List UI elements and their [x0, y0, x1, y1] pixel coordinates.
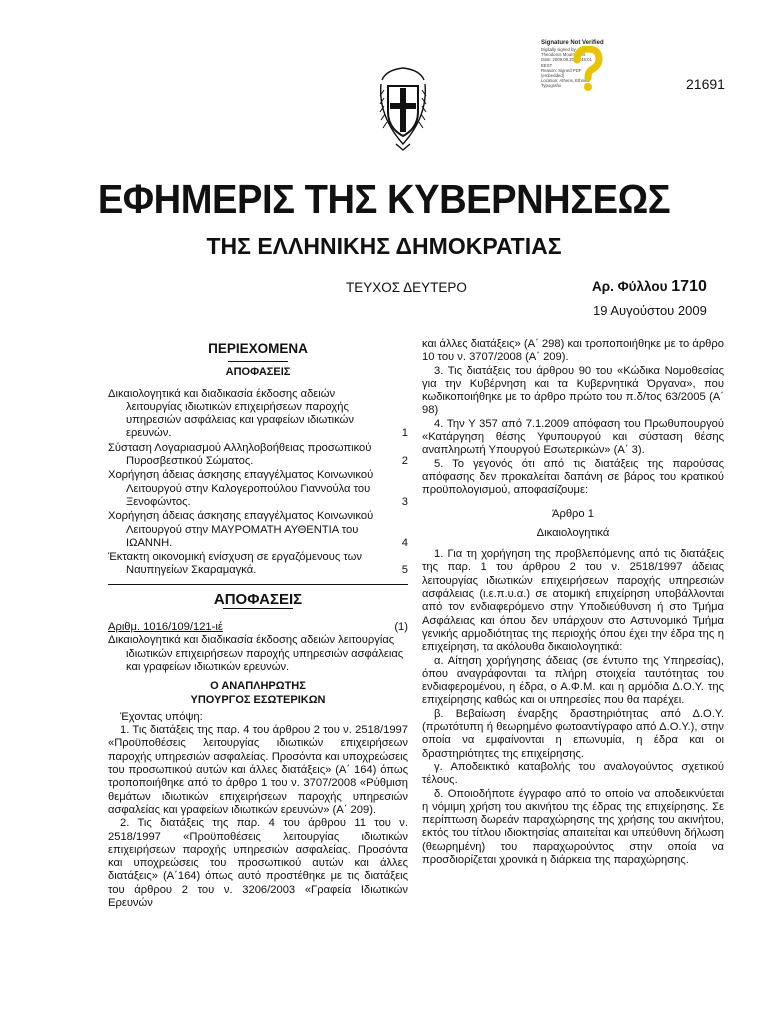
decision-ref: (1): [394, 621, 408, 634]
contents-section: ΑΠΟΦΑΣΕΙΣ: [225, 366, 291, 379]
considering-label: Έχοντας υπόψη:: [120, 710, 203, 723]
paragraph: δ. Οποιοδήποτε έγγραφο από το οποίο να αποδεικνύεται η νόμιμη χρήση του ακινήτου της έδρας της επιχείρησης. Σε περίπτωση δωρεάν παραχώρησης της χρήσης του ακινήτου, εκτός του τίτλου ιδιοκτησίας απαιτείται και υπεύθυνη δήλωση (θεωρημένη) του παραχωρούντος στην οποία να προσδιορίζεται χρονικά η διάρκεια της παραχώρησης.: [422, 787, 724, 866]
paragraph: 2. Τις διατάξεις της παρ. 4 του άρθρου 11 του ν. 2518/1997 «Προϋποθέσεις λειτουργίας ιδιωτικών επιχειρήσεων παροχής υπηρεσιών ασφαλείας. Προσόντα και υποχρεώσεις του προσωπικού αυτών και άλλες διατάξεις» (Α΄164) όπως αυτό προστέθηκε με τις διατάξεις του άρθρου 2 του ν. 3206/2003 «Γραφεία Ιδιωτικών Ερευνών: [108, 817, 408, 909]
divider: [108, 584, 408, 585]
paragraph: 4. Την Υ 357 από 7.1.2009 απόφαση του Πρωθυπουργού «Κατάργηση θέσης Υφυπουργού και σύσταση θέσης αναπληρωτή Υπουργού Εσωτερικών» (Α΄ 3).: [422, 417, 724, 457]
issue-label: ΤΕΥΧΟΣ ΔΕΥΤΕΡΟ: [346, 280, 467, 295]
paragraph: 5. Το γεγονός ότι από τις διατάξεις της παρούσας απόφασης δεν προκαλείται δαπάνη σε βάρος του κρατικού προϋπολογισμού, αποφασίζουμε:: [422, 457, 724, 497]
toc-item[interactable]: Δικαιολογητικά και διαδικασία έκδοσης αδειών λειτουργίας ιδιωτικών επιχειρήσεων παροχής υπηρεσιών ασφάλειας και γραφείων ιδιωτικών ερευνών. 1: [108, 387, 408, 440]
toc-item[interactable]: Σύσταση Λογαριασμού Αλληλοβοήθειας προσωπικού Πυροσβεστικού Σώματος. 2: [108, 441, 408, 468]
article-title: Δικαιολογητικά: [536, 526, 610, 539]
signature-status: Signature Not Verified: [541, 40, 604, 46]
heading-underline: [228, 361, 288, 362]
decision-number-row: [108, 621, 408, 634]
heading-underline: [223, 608, 293, 609]
paragraph: 3. Τις διατάξεις του άρθρου 90 του «Κώδικα Νομοθεσίας για την Κυβέρνηση και τα Κυβερνητικά Όργανα», που κωδικοποιήθηκε με το άρθρο πρώτο του π.δ/τος 63/2005 (Α΄ 98): [422, 364, 724, 417]
authority-line-2: ΥΠΟΥΡΓΟΣ ΕΣΩΤΕΡΙΚΩΝ: [190, 693, 326, 706]
decisions-heading: ΑΠΟΦΑΣΕΙΣ: [213, 590, 303, 608]
signature-details: Digitally signed by Theodoros Mourmouris Date: 2009.08.20 09:45:01 EEST Reason: Signed PDF (embedded) Location: Athens, Ethniko Typografio: [541, 47, 592, 89]
authority-line-1: Ο ΑΝΑΠΛΗΡΩΤΗΣ: [210, 680, 306, 693]
paragraph: 1. Τις διατάξεις της παρ. 4 του άρθρου 2 του ν. 2518/1997 «Προϋποθέσεις λειτουργίας ιδιωτικών επιχειρήσεων παροχής υπηρεσιών ασφαλείας. Προσόντα και υποχρεώσεις του προσωπικού αυτών και άλλες διατάξεις» (Α΄ 164) όπως τροποποιήθηκε από το άρθρο 1 του ν. 3707/2008 «Ρύθμιση θεμάτων ιδιωτικών επιχειρήσεων παροχής υπηρεσιών ασφαλείας και γραφείων ιδιωτικών ερευνών» (Α΄ 209).: [108, 724, 408, 816]
toc-item[interactable]: Χορήγηση άδειας άσκησης επαγγέλματος Κοινωνικού Λειτουργού στην Καλογεροπούλου Γιαννούλα του Ξενοφώντος. 3: [108, 469, 408, 508]
masthead-title: ΕΦΗΜΕΡΙΣ ΤΗΣ ΚΥΒΕΡΝΗΣΕΩΣ: [97, 176, 671, 222]
question-mark-icon: [567, 46, 607, 92]
paragraph: β. Βεβαίωση έναρξης δραστηριότητας από Δ.Ο.Υ. (πρωτότυπη ή θεωρημένο φωτοαντίγραφο από Δ.Ο.Υ.), στην οποία να εμφαίνονται η επωνυμία, η έδρα και οι δραστηριότητες της επιχείρησης.: [422, 707, 724, 760]
decision-number: Αριθμ. 1016/109/121-ιέ: [108, 621, 223, 634]
decision-title: Δικαιολογητικά και διαδικασία έκδοσης αδειών λειτουργίας ιδιωτικών επιχειρήσεων παροχής υπηρεσιών ασφάλειας και γραφείων ιδιωτικών ερευνών.: [108, 634, 404, 673]
page-number: 21691: [686, 76, 725, 92]
toc-item[interactable]: Χορήγηση άδειας άσκησης επαγγέλματος Κοινωνικού Λειτουργού στην ΜΑΥΡΟΜΑΤΗ ΑΥΘΕΝΤΙΑ του ΙΩΑΝΝΗ. 4: [108, 510, 408, 549]
masthead-subtitle: ΤΗΣ ΕΛΛΗΝΙΚΗΣ ΔΗΜΟΚΡΑΤΙΑΣ: [206, 233, 562, 259]
digital-signature-stamp[interactable]: [541, 40, 627, 89]
greek-coat-of-arms-icon: [378, 66, 428, 152]
article-number: Άρθρο 1: [552, 507, 594, 520]
paragraph: 1. Για τη χορήγηση της προβλεπόμενης από τις διατάξεις της παρ. 1 του άρθρου 2 του ν. 2518/1997 άδειας λειτουργίας ιδιωτικών επιχειρήσεων παροχής υπηρεσιών ασφάλειας (ι.ε.π.υ.α.) σε ατομική επιχείρηση υποβάλλονται από τον ενδιαφερόμενο στην Υποδιεύθυνση ή στο Τμήμα Ασφάλειας και όπου δεν υπάρχουν στο Αστυνομικό Τμήμα γενικής αρμοδιότητας της περιοχής όπου έχει την έδρα της η επιχείρηση, τα ακόλουθα δικαιολογητικά:: [422, 548, 724, 654]
right-column: [422, 338, 724, 867]
contents-heading: ΠΕΡΙΕΧΟΜΕΝΑ: [208, 341, 308, 356]
left-column: [108, 340, 408, 910]
issue-date: 19 Αυγούστου 2009: [593, 303, 707, 318]
paragraph: α. Αίτηση χορήγησης άδειας (σε έντυπο της Υπηρεσίας), όπου αναγράφονται τα πλήρη στοιχεία ταυτότητας του ενδιαφερομένου, η έδρα, ο Α.Φ.Μ. και η αρμόδια Δ.Ο.Υ. της επιχείρησης καθώς και οι υπηρεσίες που θα παρέχει.: [422, 654, 724, 707]
toc-item[interactable]: Έκτακτη οικονομική ενίσχυση σε εργαζόμενους των Ναυπηγείων Σκαραμαγκά. 5: [108, 551, 408, 577]
sheet-number: Αρ. Φύλλου 1710: [592, 278, 707, 295]
paragraph: και άλλες διατάξεις» (Α΄ 298) και τροποποιήθηκε με το άρθρο 10 του ν. 3707/2008 (Α΄ 209).: [422, 338, 724, 364]
paragraph: γ. Αποδεικτικό καταβολής του αναλογούντος σχετικού τέλους.: [422, 760, 724, 787]
